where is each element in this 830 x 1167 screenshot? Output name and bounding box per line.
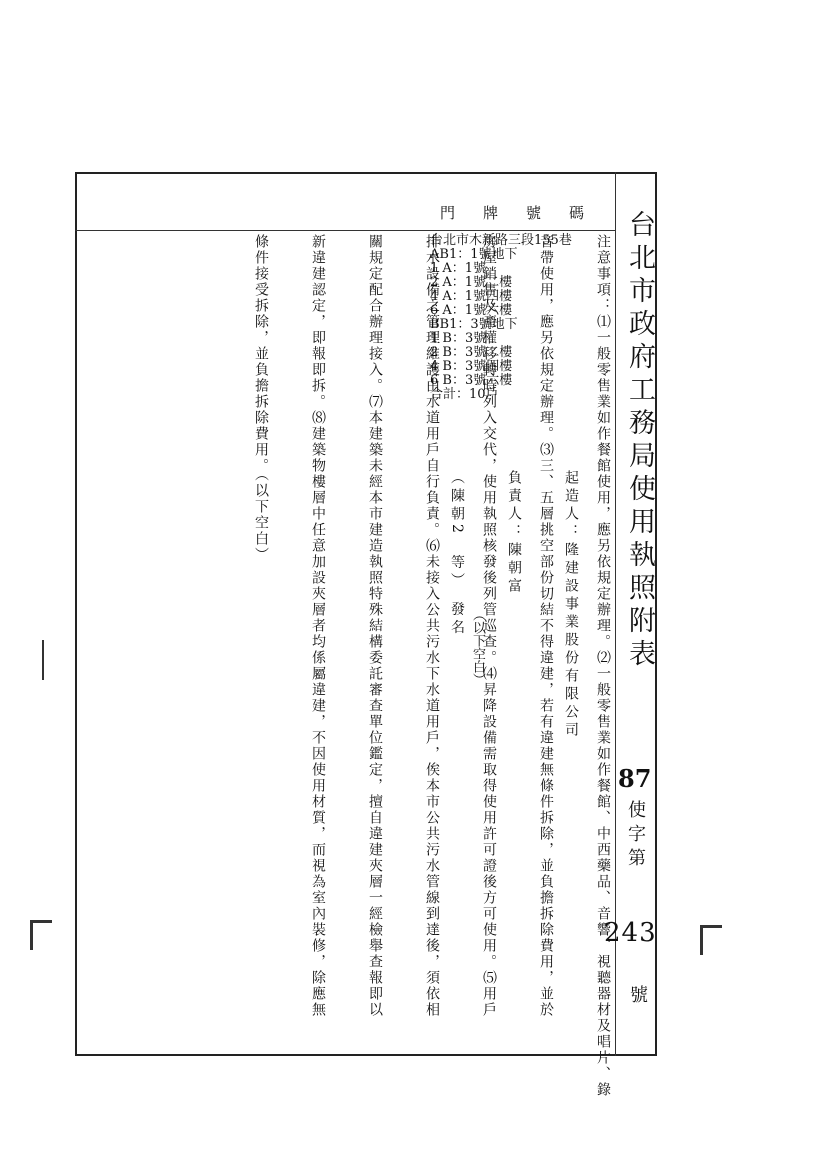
address-line: BB1：3號地下: [430, 317, 518, 332]
scan-mark: [42, 640, 44, 680]
table-header: 門牌號碼: [440, 204, 613, 222]
address-line: 4 B：3號四樓: [430, 359, 513, 374]
notes-line: 關規定配合辦理接入。⑺本建築未經本市建造執照特殊結構委託審查單位鑑定，擅自違建夾層一經檢舉查報即以: [367, 234, 383, 1018]
address-line: 6 A：1號六樓: [430, 303, 513, 318]
notes-line: 注意事項：⑴一般零售業如作餐館使用，應另依規定辦理。⑵一般零售業如作餐館、中西藥品、音響、視聽器材及唱片、錄: [595, 234, 611, 1098]
applicant-line: （陳朝2 等） 發名: [449, 470, 465, 638]
address-line: 2 A：1號二樓: [430, 275, 513, 290]
scan-mark: [700, 925, 703, 955]
address-total: 合計：10戶: [430, 387, 499, 402]
scan-mark: [700, 925, 722, 928]
applicant-line: 起造人：隆建設事業股份有限公司: [563, 470, 579, 740]
applicant-line: 負責人：陳朝富: [506, 470, 522, 596]
permit-suffix: 號: [627, 985, 648, 1003]
scan-mark: [30, 920, 33, 950]
applicant-end-marker: （以下空白）: [470, 608, 485, 686]
permit-type: 使字第: [625, 800, 646, 872]
address-line: AB1：1號地下: [430, 247, 518, 262]
notes-line: 房屋銷售及產權移轉時列入交代，使用執照核發後列管巡查。⑷昇降設備需取得使用許可證後方可使用。⑸用戶: [481, 234, 497, 1018]
scan-mark: [30, 920, 52, 923]
address-street: 台北市木新路三段155巷: [430, 233, 572, 248]
permit-number: 243: [604, 918, 657, 948]
permit-year: 87: [618, 764, 652, 793]
notes-block: [232, 234, 650, 1098]
notes-line: 新違建認定，即報即拆。⑻建築物樓層中任意加設夾層者均係屬違建，不因使用材質，而視為室內裝修，除應無: [310, 234, 326, 1018]
notes-line: 排水設備之管理維護由水道用戶自行負責。⑹未接入公共污水下水道用戶，俟本市公共污水管線到達後，須依相: [424, 234, 440, 1018]
notes-line: 音帶使用，應另依規定辦理。⑶三、五層挑空部份切結不得違建，若有違建無條件拆除，並負擔拆除費用，並於: [538, 234, 554, 1018]
address-line: 6 B：3號六樓: [430, 373, 513, 388]
address-line: 1 A：1號: [430, 261, 487, 276]
address-line: 4 A：1號四樓: [430, 289, 513, 304]
page-title: 台北市政府工務局使用執照附表: [624, 210, 655, 672]
address-line: 1 B：3號: [430, 331, 487, 346]
address-line: 2 B：3號二樓: [430, 345, 513, 360]
notes-line: 條件接受拆除，並負擔拆除費用。（以下空白）: [253, 234, 269, 563]
